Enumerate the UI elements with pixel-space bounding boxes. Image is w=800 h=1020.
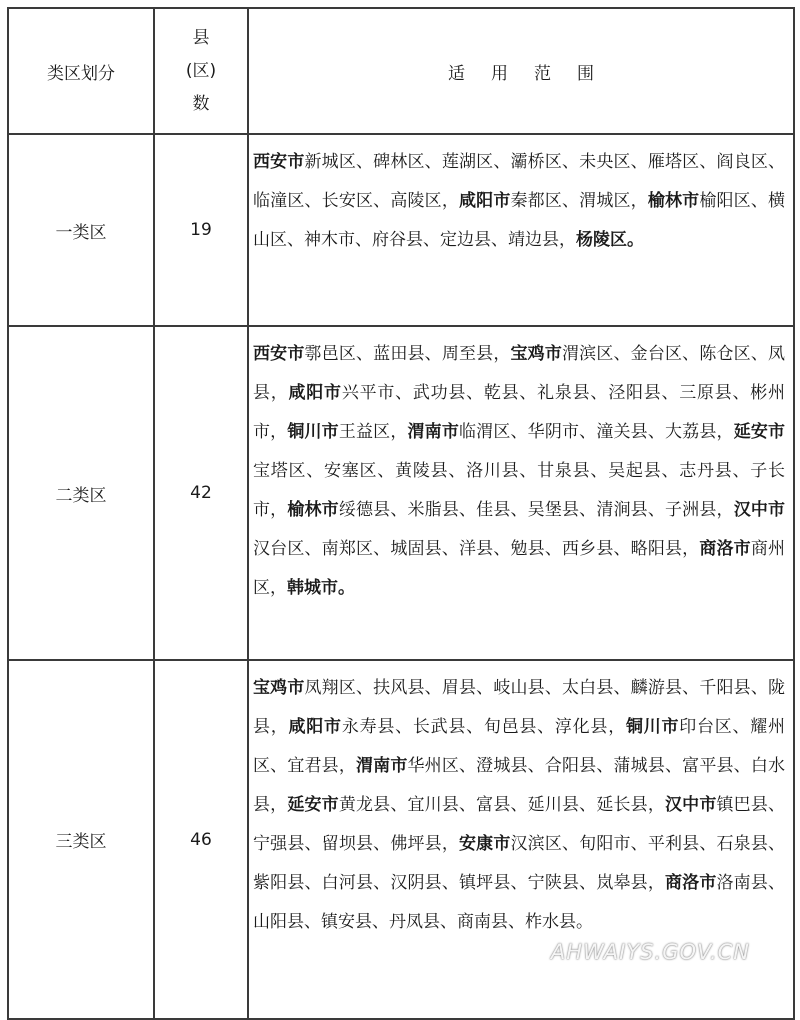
city-name: 咸阳市 [288, 383, 342, 403]
table-row [8, 660, 794, 1019]
district-list: 汉台区、南郑区、城固县、洋县、勉县、西乡县、略阳县， [253, 539, 700, 559]
scope-cell [248, 326, 794, 660]
district-list: 临渭区、华阴市、潼关县、大荔县， [459, 422, 734, 442]
city-name: 商洛市 [665, 873, 717, 893]
district-list: 新城区、碑林区、莲湖区、灞桥区、未央区、雁塔区、阎良区、临潼区、长安区、高陵区， [253, 152, 785, 211]
count-cell: 19 [154, 134, 248, 326]
watermark: AHWAIYS.GOV.CN [550, 940, 750, 964]
district-list: 秦都区、渭城区， [510, 191, 648, 211]
city-name: 汉中市 [665, 795, 717, 815]
city-name: 铜川市 [287, 422, 339, 442]
header-scope: 适用范围 [248, 8, 794, 134]
city-name: 咸阳市 [459, 191, 511, 211]
city-name: 商洛市 [699, 539, 751, 559]
district-list: 黄龙县、宜川县、富县、延川县、延长县， [338, 795, 666, 815]
table-row [8, 134, 794, 326]
scope-cell [248, 660, 794, 1019]
city-name: 西安市 [253, 344, 305, 364]
city-name: 铜川市 [625, 717, 680, 737]
count-cell: 46 [154, 660, 248, 1019]
city-name: 安康市 [459, 834, 511, 854]
city-name: 西安市 [253, 152, 305, 172]
district-list: 榆阳区、横山区、神木市、府谷县、定边县、靖边县， [253, 191, 786, 250]
district-list: 宝塔区、安塞区、黄陵县、洛川县、甘泉县、吴起县、志丹县、子长市， [253, 461, 785, 520]
district-list: 汉滨区、旬阳市、平利县、石泉县、紫阳县、白河县、汉阴县、镇坪县、宁陕县、岚皋县， [253, 834, 785, 893]
district-list: 绥德县、米脂县、佳县、吴堡县、清涧县、子洲县， [338, 500, 734, 520]
district-list: 镇巴县、宁强县、留坝县、佛坪县， [253, 795, 786, 854]
header-category: 类区划分 [8, 8, 154, 134]
district-list: 华州区、澄城县、合阳县、蒲城县、富平县、白水县， [253, 756, 785, 815]
header-count-line1: 县 [192, 27, 210, 48]
district-list: 商州区， [253, 539, 786, 598]
district-list: 永寿县、长武县、旬邑县、淳化县， [341, 717, 626, 737]
table-row [8, 326, 794, 660]
city-name: 宝鸡市 [510, 344, 562, 364]
city-name: 榆林市 [287, 500, 339, 520]
header-count-line3: 数 [192, 93, 210, 114]
district-list: 凤翔区、扶风县、眉县、岐山县、太白县、麟游县、千阳县、陇县， [253, 678, 785, 737]
scope-cell [248, 134, 794, 326]
header-row [8, 8, 794, 134]
classification-table [7, 7, 795, 1020]
city-name: 渭南市 [407, 422, 460, 442]
district-list: 印台区、耀州区、宜君县， [253, 717, 786, 776]
category-cell: 二类区 [8, 326, 154, 660]
district-list: 鄠邑区、蓝田县、周至县， [304, 344, 511, 364]
category-cell: 一类区 [8, 134, 154, 326]
category-cell: 三类区 [8, 660, 154, 1019]
district-list: 兴平市、武功县、乾县、礼泉县、泾阳县、三原县、彬州市， [253, 383, 786, 442]
city-name: 宝鸡市 [253, 678, 305, 698]
city-name: 榆林市 [647, 191, 700, 211]
city-name: 延安市 [733, 422, 786, 442]
city-name: 渭南市 [356, 756, 408, 776]
city-name: 杨陵区。 [576, 230, 644, 250]
city-name: 咸阳市 [288, 717, 342, 737]
header-count [154, 8, 248, 134]
district-list: 王益区， [338, 422, 408, 442]
city-name: 汉中市 [733, 500, 786, 520]
district-list: 渭滨区、金台区、陈仓区、凤县， [253, 344, 785, 403]
district-list: 洛南县、山阳县、镇安县、丹凤县、商南县、柞水县。 [253, 873, 786, 932]
count-cell: 42 [154, 326, 248, 660]
city-name: 延安市 [287, 795, 339, 815]
header-count-line2: (区) [185, 60, 217, 81]
city-name: 韩城市。 [287, 578, 355, 598]
